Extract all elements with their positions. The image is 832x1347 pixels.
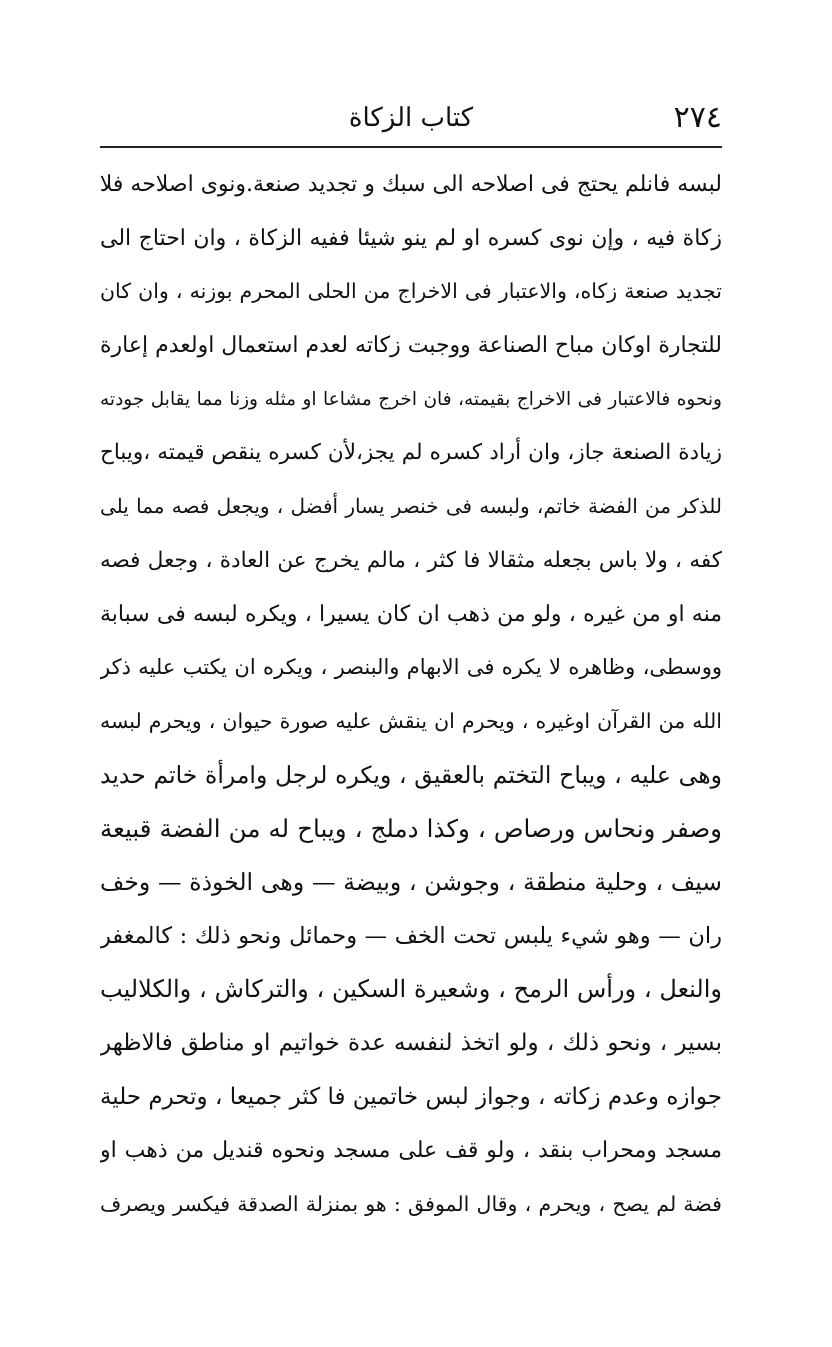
text-line: جوازه وعدم زكاته ، وجواز لبس خاتمين فا كثر جميعا ، وتحرم حلية — [100, 1083, 722, 1110]
text-line: والنعل ، ورأس الرمح ، وشعيرة السكين ، والتركاش ، والكلاليب — [100, 975, 722, 1004]
text-line: وصفر ونحاس ورصاص ، وكذا دملج ، ويباح له من الفضة قبيعة — [100, 814, 722, 844]
text-line: تجديد صنعة زكاه، والاعتبار فى الاخراج من الحلى المحرم بوزنه ، وان كان — [100, 279, 722, 304]
text-line: زيادة الصنعة جاز، وان أراد كسره لم يجز،لأن كسره ينقص قيمته ،ويباح — [100, 440, 722, 466]
page-header — [100, 96, 722, 146]
text-line: زكاة فيه ، وإن نوى كسره او لم ينو شيئا ففيه الزكاة ، وان احتاج الى — [100, 225, 722, 251]
text-line: الله من القرآن اوغيره ، ويحرم ان ينقش عليه صورة حيوان ، ويحرم لبسه — [100, 708, 722, 733]
text-line: سيف ، وحلية منطقة ، وجوشن ، وبيضة — وهى الخوذة — وخف — [100, 867, 722, 896]
body-text — [100, 158, 722, 1232]
running-title: كتاب الزكاة — [348, 103, 474, 133]
header-rule — [100, 146, 722, 148]
text-line: ران — وهو شيء يلبس تحت الخف — وحمائل ونحو ذلك : كالمغفر — [100, 922, 722, 949]
text-line: للتجارة اوكان مباح الصناعة ووجبت زكاته لعدم استعمال اولعدم إعارة — [100, 333, 722, 359]
text-line: وهى عليه ، ويباح التختم بالعقيق ، ويكره لرجل وامرأة خاتم حديد — [100, 760, 722, 789]
text-line: ونحوه فالاعتبار فى الاخراج بقيمته، فان اخرج مشاعا او مثله وزنا مما يقابل جودته — [100, 388, 722, 410]
text-line: كفه ، ولا باس بجعله مثقالا فا كثر ، مالم يخرج عن العادة ، وجعل فصه — [100, 547, 722, 573]
page-number: ٢٧٤ — [673, 100, 722, 135]
text-line: بسير ، ونحو ذلك ، ولو اتخذ لنفسه عدة خواتيم او مناطق فالاظهر — [100, 1030, 722, 1056]
text-line: لبسه فانلم يحتج فى اصلاحه الى سبك و تجديد صنعة.ونوى اصلاحه فلا — [100, 172, 722, 197]
text-line: فضة لم يصح ، ويحرم ، وقال الموفق : هو بمنزلة الصدقة فيكسر ويصرف — [100, 1192, 722, 1217]
text-line: منه او من غيره ، ولو من ذهب ان كان يسيرا ، ويكره لبسه فى سبابة — [100, 601, 722, 627]
text-line: ووسطى، وظاهره لا يكره فى الابهام والبنصر ، ويكره ان يكتب عليه ذكر — [100, 655, 722, 680]
text-line: للذكر من الفضة خاتم، ولبسه فى خنصر يسار أفضل ، ويجعل فصه مما يلى — [100, 494, 722, 519]
text-line: مسجد ومحراب بنقد ، ولو قف على مسجد ونحوه قنديل من ذهب او — [100, 1138, 722, 1164]
